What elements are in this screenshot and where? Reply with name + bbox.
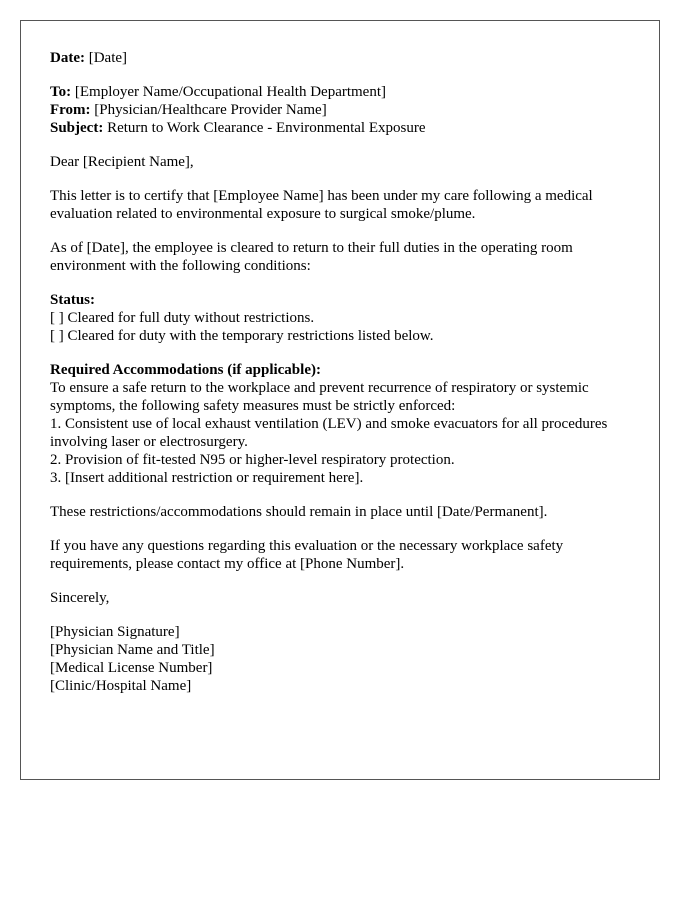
accommodations-section	[50, 361, 640, 487]
from-value: [Physician/Healthcare Provider Name]	[94, 102, 327, 118]
to-line	[50, 83, 640, 101]
duration-paragraph: These restrictions/accommodations should remain in place until [Date/Permanent].	[50, 504, 548, 520]
to-value: [Employer Name/Occupational Health Department]	[74, 84, 387, 100]
date-value: [Date]	[88, 50, 128, 66]
status-option-full-duty: [ ] Cleared for full duty without restrictions.	[50, 310, 315, 326]
status-section	[50, 291, 640, 345]
subject-label: Subject:	[50, 120, 104, 136]
subject-value: Return to Work Clearance - Environmental Exposure	[107, 120, 426, 136]
accommodation-item: 2. Provision of fit-tested N95 or higher-level respiratory protection.	[50, 452, 455, 468]
letter-page	[20, 20, 660, 780]
clearance-paragraph: As of [Date], the employee is cleared to return to their full duties in the operating room environment with the following conditions:	[50, 240, 573, 274]
medical-license-number: [Medical License Number]	[50, 660, 213, 676]
physician-name-title: [Physician Name and Title]	[50, 642, 215, 658]
date-label: Date:	[50, 50, 85, 66]
status-option-restricted: [ ] Cleared for duty with the temporary restrictions listed below.	[50, 328, 434, 344]
clinic-hospital-name: [Clinic/Hospital Name]	[50, 678, 192, 694]
accommodations-intro: To ensure a safe return to the workplace and prevent recurrence of respiratory or systemic symptoms, the following safety measures must be strictly enforced:	[50, 380, 589, 414]
letter-header	[50, 83, 640, 137]
to-label: To:	[50, 84, 72, 100]
status-heading: Status:	[50, 292, 96, 308]
closing: Sincerely,	[50, 590, 110, 606]
salutation: Dear [Recipient Name],	[50, 154, 194, 170]
from-line	[50, 101, 640, 119]
date-line	[50, 49, 640, 67]
subject-line	[50, 119, 640, 137]
from-label: From:	[50, 102, 91, 118]
signature-block	[50, 623, 640, 695]
accommodation-item: 1. Consistent use of local exhaust ventilation (LEV) and smoke evacuators for all procedures involving laser or electrosurgery.	[50, 416, 608, 450]
letter-body	[50, 49, 640, 711]
contact-paragraph: If you have any questions regarding this evaluation or the necessary workplace safety requirements, please contact my office at [Phone Number].	[50, 538, 564, 572]
accommodation-item: 3. [Insert additional restriction or requirement here].	[50, 470, 364, 486]
certification-paragraph: This letter is to certify that [Employee Name] has been under my care following a medical evaluation related to environmental exposure to surgical smoke/plume.	[50, 188, 593, 222]
physician-signature: [Physician Signature]	[50, 624, 180, 640]
accommodations-heading: Required Accommodations (if applicable):	[50, 362, 321, 378]
